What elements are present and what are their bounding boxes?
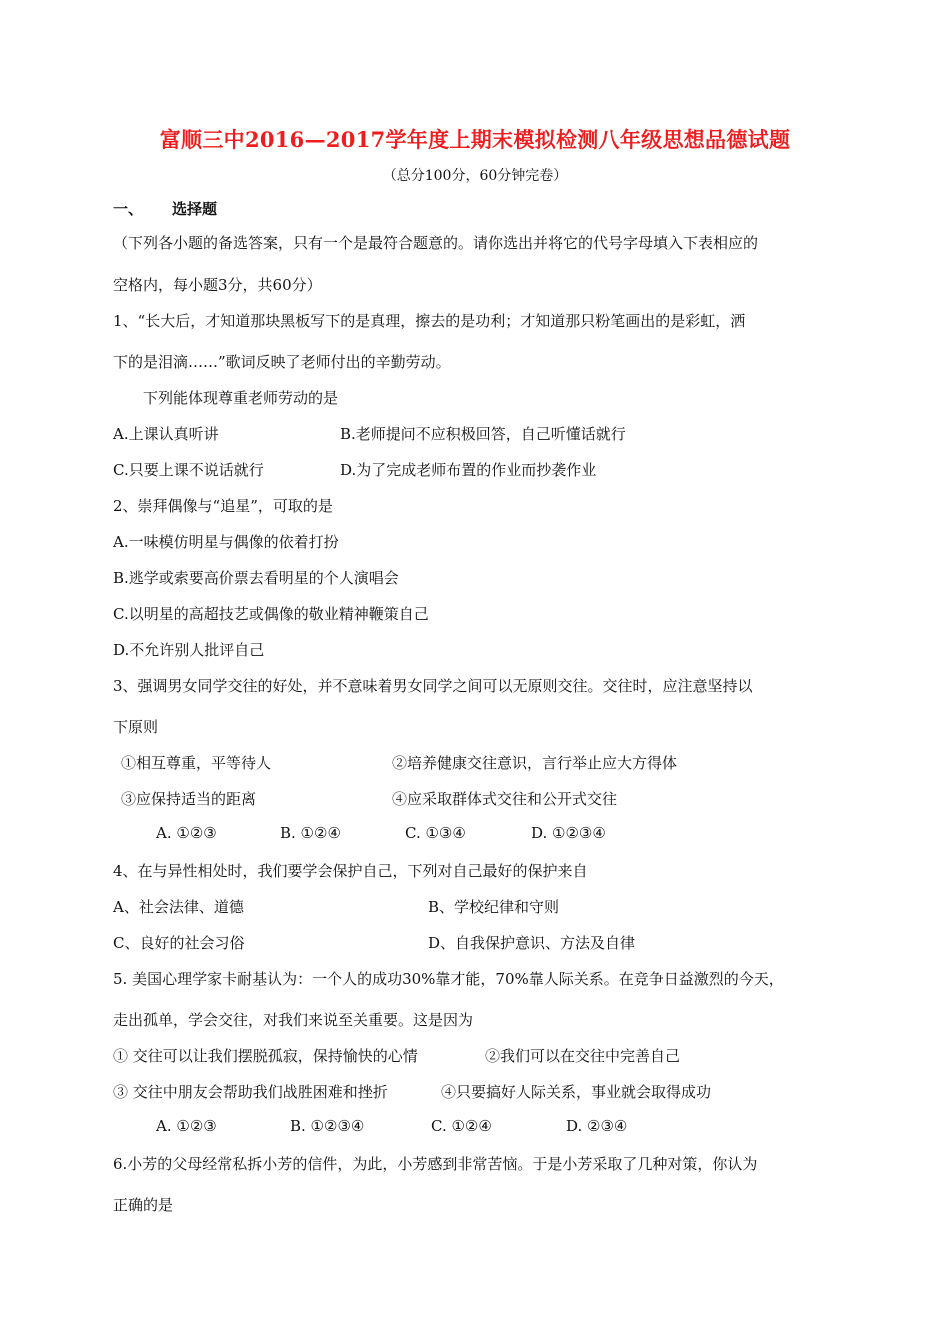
q3-stem-line-1: 3、强调男女同学交往的好处，并不意味着男女同学之间可以无原则交往。交往时，应注意坚持以 bbox=[113, 677, 753, 695]
q5-item-4: ④只要搞好人际关系，事业就会取得成功 bbox=[441, 1083, 712, 1101]
q1-stem-line-1: 1、“长大后，才知道那块黑板写下的是真理，擦去的是功利；才知道那只粉笔画出的是彩虹，洒 bbox=[113, 312, 746, 330]
q5-option-a: A. ①②③ bbox=[156, 1117, 217, 1135]
q4-stem: 4、在与异性相处时，我们要学会保护自己，下列对自己最好的保护来自 bbox=[113, 862, 588, 880]
q2-stem: 2、崇拜偶像与“追星”，可取的是 bbox=[113, 497, 333, 515]
q3-item-2: ②培养健康交往意识，言行举止应大方得体 bbox=[392, 754, 678, 772]
q5-item-2: ②我们可以在交往中完善自己 bbox=[485, 1047, 681, 1065]
q4-option-b: B、学校纪律和守则 bbox=[428, 898, 560, 916]
q3-option-d: D. ①②③④ bbox=[531, 824, 606, 842]
q5-option-b: B. ①②③④ bbox=[290, 1117, 365, 1135]
q5-option-d: D. ②③④ bbox=[566, 1117, 628, 1135]
q5-option-c: C. ①②④ bbox=[431, 1117, 492, 1135]
section-instruction-line-1: （下列各小题的备选答案，只有一个是最符合题意的。请你选出并将它的代号字母填入下表相应的 bbox=[113, 234, 759, 252]
exam-subtitle: （总分100分，60分钟完卷） bbox=[382, 168, 568, 184]
q2-option-d: D.不允许别人批评自己 bbox=[113, 641, 265, 659]
section-instruction-line-2: 空格内，每小题3分，共60分） bbox=[113, 276, 322, 294]
q1-option-a: A.上课认真听讲 bbox=[113, 425, 219, 443]
q1-stem-line-2: 下的是泪滴……”歌词反映了老师付出的辛勤劳动。 bbox=[113, 353, 451, 371]
q3-stem-line-2: 下原则 bbox=[113, 718, 159, 736]
q5-stem-line-2: 走出孤单，学会交往，对我们来说至关重要。这是因为 bbox=[113, 1011, 474, 1029]
q6-stem-line-2: 正确的是 bbox=[113, 1196, 174, 1214]
q3-option-a: A. ①②③ bbox=[156, 824, 217, 842]
q3-item-3: ③应保持适当的距离 bbox=[121, 790, 257, 808]
q3-option-b: B. ①②④ bbox=[280, 824, 341, 842]
q4-option-c: C、良好的社会习俗 bbox=[113, 934, 245, 952]
q6-stem-line-1: 6.小芳的父母经常私拆小芳的信件，为此，小芳感到非常苦恼。于是小芳采取了几种对策，你认为 bbox=[113, 1155, 758, 1173]
q2-option-b: B.逃学或索要高价票去看明星的个人演唱会 bbox=[113, 569, 399, 587]
q2-option-a: A.一味模仿明星与偶像的依着打扮 bbox=[113, 533, 339, 551]
q2-option-c: C.以明星的高超技艺或偶像的敬业精神鞭策自己 bbox=[113, 605, 429, 623]
q4-option-d: D、自我保护意识、方法及自律 bbox=[428, 934, 636, 952]
q3-item-1: ①相互尊重，平等待人 bbox=[121, 754, 272, 772]
section-name: 选择题 bbox=[172, 200, 218, 218]
q3-option-c: C. ①③④ bbox=[405, 824, 466, 842]
q4-option-a: A、社会法律、道德 bbox=[113, 898, 244, 916]
q1-stem-line-3: 下列能体现尊重老师劳动的是 bbox=[143, 389, 339, 407]
q5-item-3: ③ 交往中朋友会帮助我们战胜困难和挫折 bbox=[113, 1083, 388, 1101]
q1-option-d: D.为了完成老师布置的作业而抄袭作业 bbox=[340, 461, 597, 479]
section-number: 一、 bbox=[113, 200, 144, 218]
q3-item-4: ④应采取群体式交往和公开式交往 bbox=[392, 790, 618, 808]
q5-item-1: ① 交往可以让我们摆脱孤寂，保持愉快的心情 bbox=[113, 1047, 418, 1065]
q1-option-c: C.只要上课不说话就行 bbox=[113, 461, 264, 479]
q5-stem-line-1: 5. 美国心理学家卡耐基认为：一个人的成功30%靠才能，70%靠人际关系。在竞争日益激烈的今天， bbox=[113, 970, 784, 988]
exam-title: 富顺三中2016—2017学年度上期末模拟检测八年级思想品德试题 bbox=[159, 127, 791, 152]
q1-option-b: B.老师提问不应积极回答，自己听懂话就行 bbox=[340, 425, 626, 443]
